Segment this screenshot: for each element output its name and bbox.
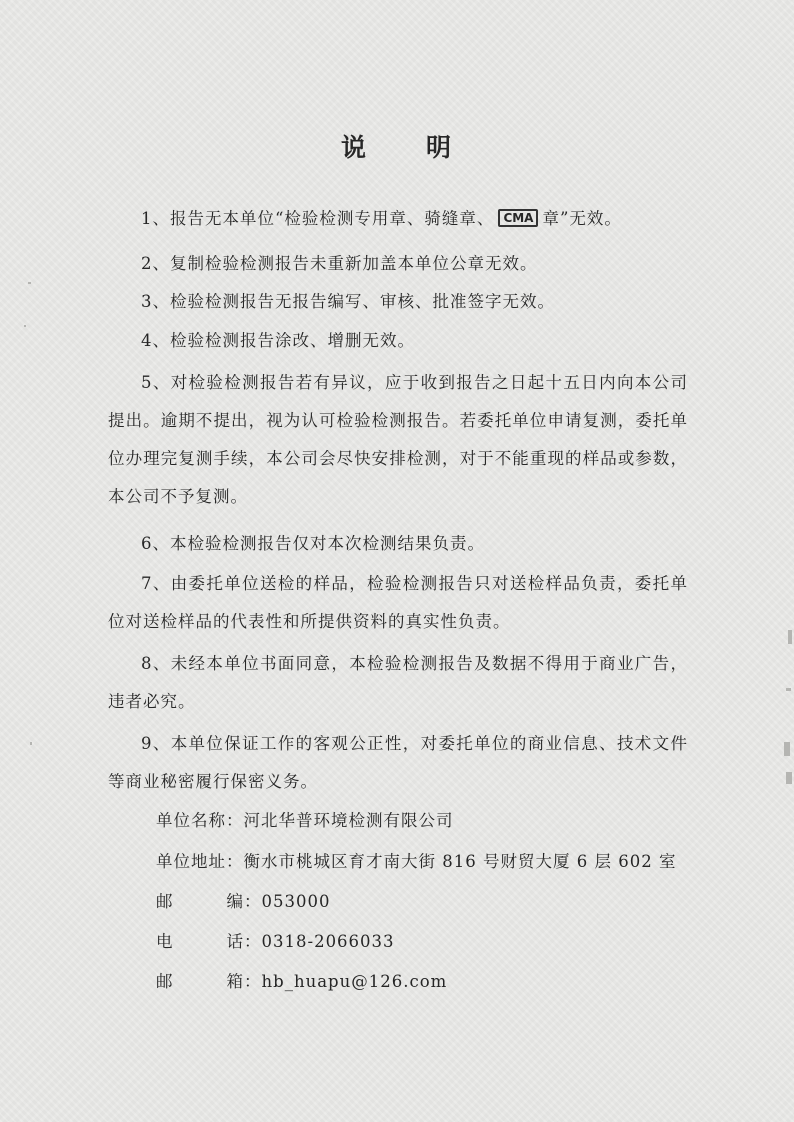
note-item-6: 6、本检验检测报告仅对本次检测结果负责。 (141, 534, 485, 553)
email-colon: ： (244, 972, 262, 991)
postcode-label: 邮编 (156, 892, 244, 911)
page-title (0, 128, 794, 164)
note-item-4: 4、检验检测报告涂改、增删无效。 (141, 331, 415, 350)
postcode-value: 053000 (261, 892, 331, 911)
unit-address-label: 单位地址： (156, 852, 244, 871)
note-item-8: 8、未经本单位书面同意，本检验检测报告及数据不得用于商业广告，违者必究。 (108, 654, 688, 711)
note-item-1-post: 章”无效。 (542, 209, 622, 228)
note-item-7: 7、由委托单位送检的样品，检验检测报告只对送检样品负责，委托单位对送检样品的代表性和所提供资料的真实性负责。 (108, 574, 688, 631)
note-item-3: 3、检验检测报告无报告编写、审核、批准签字无效。 (141, 292, 555, 311)
edge-mark (788, 630, 792, 644)
phone-value: 0318-2066033 (261, 932, 395, 951)
edge-mark (786, 772, 792, 784)
phone-label: 电话 (156, 932, 244, 951)
title-char-2: 明 (426, 133, 454, 162)
postcode-row (156, 883, 331, 921)
edge-mark (786, 688, 791, 691)
unit-name-value: 河北华普环境检测有限公司 (243, 811, 454, 830)
email-value: hb_huapu@126.com (261, 972, 448, 991)
note-item-9: 9、本单位保证工作的客观公正性，对委托单位的商业信息、技术文件等商业秘密履行保密义务。 (108, 734, 688, 791)
phone-colon: ： (244, 932, 262, 951)
note-item-5: 5、对检验检测报告若有异议，应于收到报告之日起十五日内向本公司提出。逾期不提出，视为认可检验检测报告。若委托单位申请复测，委托单位办理完复测手续，本公司会尽快安排检测，对于不能重现的样品或参数，本公司不予复测。 (108, 373, 688, 506)
note-item-1 (108, 200, 688, 238)
postcode-colon: ： (244, 892, 262, 911)
title-char-1: 说 (340, 133, 368, 162)
edge-mark (784, 742, 790, 756)
scan-speck (24, 325, 26, 327)
scan-speck (30, 742, 32, 745)
phone-row (156, 923, 395, 961)
unit-address-value: 衡水市桃城区育才南大街 816 号财贸大厦 6 层 602 室 (243, 852, 677, 871)
email-label: 邮箱 (156, 972, 244, 991)
unit-name-row (156, 802, 454, 840)
note-item-2: 2、复制检验检测报告未重新加盖本单位公章无效。 (141, 254, 538, 273)
note-item-1-pre: 1、报告无本单位“检验检测专用章、骑缝章、 (141, 209, 495, 228)
cma-stamp-icon: CMA (498, 209, 538, 227)
unit-name-label: 单位名称： (156, 811, 244, 830)
scan-speck (28, 282, 31, 284)
unit-address-row (156, 843, 676, 881)
email-row (156, 963, 447, 1001)
